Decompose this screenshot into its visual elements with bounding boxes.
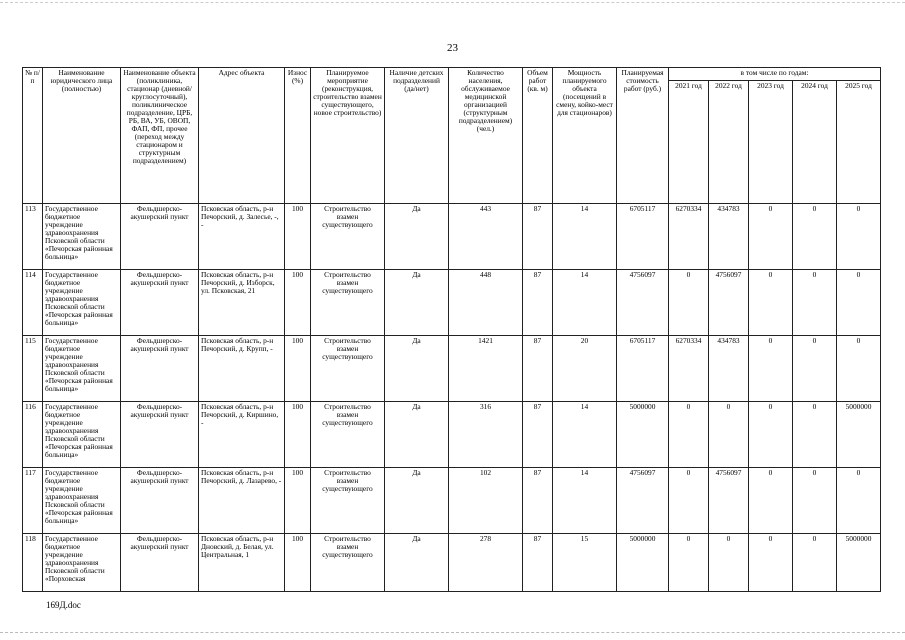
cell-2023: 0 <box>749 402 793 468</box>
cell-2025: 0 <box>837 270 881 336</box>
cell-object-name: Фельдшерско-акушерский пункт <box>121 270 199 336</box>
cell-object-name: Фельдшерско-акушерский пункт <box>121 468 199 534</box>
cell-population: 278 <box>449 534 523 592</box>
cell-2025: 0 <box>837 204 881 270</box>
cell-legal-name: Государственное бюджетное учреждение здравоохранения Псковской области «Печорская районная больница» <box>43 402 121 468</box>
scan-edge-top <box>0 2 905 3</box>
cell-capacity: 14 <box>553 468 617 534</box>
cell-2023: 0 <box>749 468 793 534</box>
cell-no: 115 <box>23 336 43 402</box>
header-year-2021: 2021 год <box>669 81 709 204</box>
cell-2025: 5000000 <box>837 402 881 468</box>
cell-2025: 0 <box>837 336 881 402</box>
table-header <box>23 68 881 204</box>
cell-address: Псковская область, р-н Печорский, д. Изборск, ул. Псковская, 21 <box>199 270 285 336</box>
cell-2021: 0 <box>669 468 709 534</box>
cell-population: 1421 <box>449 336 523 402</box>
cell-volume: 87 <box>523 402 553 468</box>
cell-cost: 6705117 <box>617 204 669 270</box>
cell-volume: 87 <box>523 270 553 336</box>
cell-legal-name: Государственное бюджетное учреждение здравоохранения Псковской области «Печорская районная больница» <box>43 204 121 270</box>
cell-measure: Строительство взамен существующего <box>311 534 385 592</box>
cell-wear: 100 <box>285 534 311 592</box>
cell-object-name: Фельдшерско-акушерский пункт <box>121 402 199 468</box>
cell-object-name: Фельдшерско-акушерский пункт <box>121 204 199 270</box>
cell-2024: 0 <box>793 204 837 270</box>
header-address: Адрес объекта <box>199 68 285 204</box>
cell-object-name: Фельдшерско-акушерский пункт <box>121 336 199 402</box>
cell-no: 118 <box>23 534 43 592</box>
cell-2024: 0 <box>793 468 837 534</box>
cell-measure: Строительство взамен существующего <box>311 468 385 534</box>
cell-capacity: 20 <box>553 336 617 402</box>
cell-2021: 0 <box>669 534 709 592</box>
cell-2025: 5000000 <box>837 534 881 592</box>
cell-2023: 0 <box>749 336 793 402</box>
cell-2021: 0 <box>669 402 709 468</box>
cell-children: Да <box>385 336 449 402</box>
cell-wear: 100 <box>285 204 311 270</box>
cell-cost: 5000000 <box>617 534 669 592</box>
cell-wear: 100 <box>285 402 311 468</box>
cell-legal-name: Государственное бюджетное учреждение здравоохранения Псковской области «Печорская районная больница» <box>43 270 121 336</box>
header-capacity: Мощность планируемого объекта (посещений в смену, койко-мест для стационаров) <box>553 68 617 204</box>
table-row <box>23 270 881 336</box>
cell-wear: 100 <box>285 336 311 402</box>
cell-2022: 0 <box>709 534 749 592</box>
cell-address: Псковская область, р-н Дновский, д. Белая, ул. Центральная, 1 <box>199 534 285 592</box>
cell-legal-name: Государственное бюджетное учреждение здравоохранения Псковской области «Порховская <box>43 534 121 592</box>
cell-volume: 87 <box>523 468 553 534</box>
cell-capacity: 15 <box>553 534 617 592</box>
cell-volume: 87 <box>523 534 553 592</box>
cell-2021: 6270334 <box>669 336 709 402</box>
cell-2021: 0 <box>669 270 709 336</box>
cell-legal-name: Государственное бюджетное учреждение здравоохранения Псковской области «Печорская районная больница» <box>43 468 121 534</box>
cell-population: 316 <box>449 402 523 468</box>
cell-2023: 0 <box>749 534 793 592</box>
header-year-2025: 2025 год <box>837 81 881 204</box>
cell-no: 117 <box>23 468 43 534</box>
header-children: Наличие детских подразделений (да/нет) <box>385 68 449 204</box>
header-volume: Объем работ (кв. м) <box>523 68 553 204</box>
cell-population: 443 <box>449 204 523 270</box>
cell-address: Псковская область, р-н Печорский, д. Лазарево, - <box>199 468 285 534</box>
cell-capacity: 14 <box>553 204 617 270</box>
cell-no: 116 <box>23 402 43 468</box>
cell-cost: 4756097 <box>617 468 669 534</box>
cell-measure: Строительство взамен существующего <box>311 204 385 270</box>
cell-address: Псковская область, р-н Печорский, д. Залесье, -, - <box>199 204 285 270</box>
cell-2022: 434783 <box>709 204 749 270</box>
table-row <box>23 468 881 534</box>
cell-measure: Строительство взамен существующего <box>311 402 385 468</box>
cell-2021: 6270334 <box>669 204 709 270</box>
cell-2024: 0 <box>793 534 837 592</box>
table-row <box>23 336 881 402</box>
table-row <box>23 402 881 468</box>
cell-address: Псковская область, р-н Печорский, д. Киршино, - <box>199 402 285 468</box>
cell-2023: 0 <box>749 204 793 270</box>
cell-2024: 0 <box>793 270 837 336</box>
cell-population: 102 <box>449 468 523 534</box>
header-population: Количество населения, обслуживаемое медицинской организацией (структурным подразделением) (чел.) <box>449 68 523 204</box>
cell-children: Да <box>385 534 449 592</box>
header-no: № п/п <box>23 68 43 204</box>
cell-children: Да <box>385 468 449 534</box>
cell-capacity: 14 <box>553 402 617 468</box>
cell-population: 448 <box>449 270 523 336</box>
page-number: 23 <box>447 42 458 54</box>
cell-no: 113 <box>23 204 43 270</box>
cell-cost: 4756097 <box>617 270 669 336</box>
cell-measure: Строительство взамен существующего <box>311 336 385 402</box>
cell-cost: 5000000 <box>617 402 669 468</box>
table-row <box>23 204 881 270</box>
cell-legal-name: Государственное бюджетное учреждение здравоохранения Псковской области «Печорская районная больница» <box>43 336 121 402</box>
cell-capacity: 14 <box>553 270 617 336</box>
table-row <box>23 534 881 592</box>
header-year-2024: 2024 год <box>793 81 837 204</box>
cell-2022: 4756097 <box>709 468 749 534</box>
cell-wear: 100 <box>285 270 311 336</box>
cell-address: Псковская область, р-н Печорский, д. Крупп, - <box>199 336 285 402</box>
cell-2023: 0 <box>749 270 793 336</box>
header-object-name: Наименование объекта (поликлиника, стационар (дневной/ круглосуточный), поликлиническое подразделение, ЦРБ, РБ, ВА, УБ, ОВОП, ФАП, ФП, прочее (переход между стационаром и структурным подразделением) <box>121 68 199 204</box>
header-year-2022: 2022 год <box>709 81 749 204</box>
cell-children: Да <box>385 204 449 270</box>
scan-edge-bottom <box>0 632 905 633</box>
cell-no: 114 <box>23 270 43 336</box>
investment-table <box>22 67 881 592</box>
header-measure: Планируемое мероприятие (реконструкция, строительство взамен существующего, новое строительство) <box>311 68 385 204</box>
cell-volume: 87 <box>523 336 553 402</box>
header-wear: Износ (%) <box>285 68 311 204</box>
file-name-footer: 169Д.doc <box>46 600 81 610</box>
header-legal-name: Наименование юридического лица (полностью) <box>43 68 121 204</box>
header-cost: Планируемая стоимость работ (руб.) <box>617 68 669 204</box>
table-body <box>23 204 881 592</box>
cell-children: Да <box>385 402 449 468</box>
cell-2022: 434783 <box>709 336 749 402</box>
cell-2022: 4756097 <box>709 270 749 336</box>
cell-2024: 0 <box>793 336 837 402</box>
cell-2022: 0 <box>709 402 749 468</box>
cell-children: Да <box>385 270 449 336</box>
cell-2024: 0 <box>793 402 837 468</box>
cell-object-name: Фельдшерско-акушерский пункт <box>121 534 199 592</box>
cell-2025: 0 <box>837 468 881 534</box>
header-year-2023: 2023 год <box>749 81 793 204</box>
cell-wear: 100 <box>285 468 311 534</box>
cell-measure: Строительство взамен существующего <box>311 270 385 336</box>
cell-volume: 87 <box>523 204 553 270</box>
cell-cost: 6705117 <box>617 336 669 402</box>
header-years-group: в том числе по годам: <box>669 68 881 81</box>
